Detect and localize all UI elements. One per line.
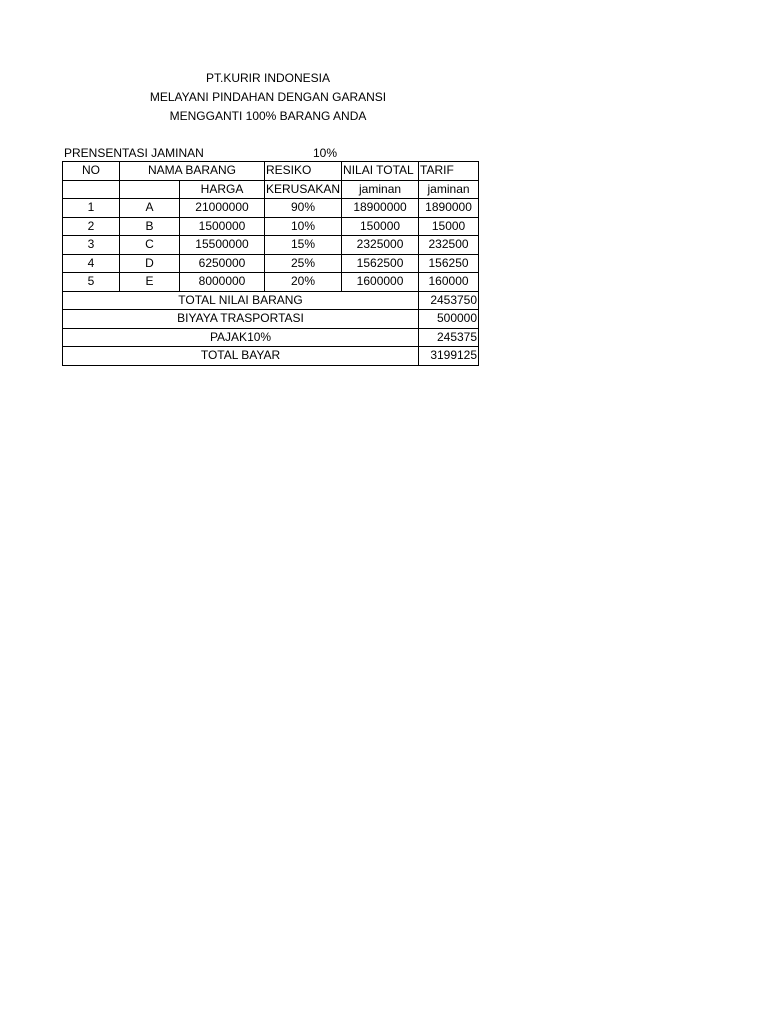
cell-no[interactable]: 5 <box>63 273 120 292</box>
summary-label-pajak[interactable]: PAJAK10% <box>63 328 419 347</box>
cell-nama[interactable]: C <box>120 236 180 255</box>
cell-nama[interactable]: B <box>120 217 180 236</box>
summary-value-pajak[interactable]: 245375 <box>419 328 479 347</box>
cell-tarif[interactable]: 15000 <box>419 217 479 236</box>
cell-nilai[interactable]: 18900000 <box>342 199 419 218</box>
cell-no[interactable]: 2 <box>63 217 120 236</box>
cell-tarif[interactable]: 232500 <box>419 236 479 255</box>
cell-harga[interactable]: 15500000 <box>180 236 265 255</box>
cell-nama[interactable]: A <box>120 199 180 218</box>
summary-row-transportasi <box>63 310 479 329</box>
cell-resiko[interactable]: 20% <box>265 273 342 292</box>
header-nama-blank[interactable] <box>120 180 180 199</box>
cell-no[interactable]: 1 <box>63 199 120 218</box>
cell-nilai[interactable]: 1562500 <box>342 254 419 273</box>
header-kerusakan[interactable]: KERUSAKAN <box>265 180 342 199</box>
cell-resiko[interactable]: 15% <box>265 236 342 255</box>
cell-nama[interactable]: D <box>120 254 180 273</box>
header-no[interactable]: NO <box>63 162 120 181</box>
cell-tarif[interactable]: 1890000 <box>419 199 479 218</box>
header-resiko[interactable]: RESIKO <box>265 162 342 181</box>
summary-row-pajak <box>63 328 479 347</box>
table-header-row-2 <box>63 180 479 199</box>
header-no-blank[interactable] <box>63 180 120 199</box>
header-harga[interactable]: HARGA <box>180 180 265 199</box>
cell-harga[interactable]: 8000000 <box>180 273 265 292</box>
summary-label-total-nilai[interactable]: TOTAL NILAI BARANG <box>63 291 419 310</box>
table-row <box>63 236 479 255</box>
cell-resiko[interactable]: 90% <box>265 199 342 218</box>
cell-nilai[interactable]: 2325000 <box>342 236 419 255</box>
table-row <box>63 273 479 292</box>
table-row <box>63 217 479 236</box>
company-title: PT.KURIR INDONESIA <box>205 71 331 85</box>
cell-nilai[interactable]: 150000 <box>342 217 419 236</box>
table-row <box>63 199 479 218</box>
table-row <box>63 254 479 273</box>
summary-value-total-nilai[interactable]: 2453750 <box>419 291 479 310</box>
header-nilai-jaminan[interactable]: jaminan <box>342 180 419 199</box>
header-tarif[interactable]: TARIF <box>419 162 479 181</box>
summary-value-total-bayar[interactable]: 3199125 <box>419 347 479 366</box>
header-nama-barang[interactable]: NAMA BARANG <box>120 162 265 181</box>
header-tarif-jaminan[interactable]: jaminan <box>419 180 479 199</box>
cell-tarif[interactable]: 160000 <box>419 273 479 292</box>
header-nilai-total[interactable]: NILAI TOTAL <box>342 162 419 181</box>
cell-resiko[interactable]: 25% <box>265 254 342 273</box>
summary-value-transportasi[interactable]: 500000 <box>419 310 479 329</box>
cell-no[interactable]: 4 <box>63 254 120 273</box>
company-slogan: MENGGANTI 100% BARANG ANDA <box>169 109 367 123</box>
summary-label-total-bayar[interactable]: TOTAL BAYAR <box>63 347 419 366</box>
cell-nama[interactable]: E <box>120 273 180 292</box>
table-header-row-1 <box>63 162 479 181</box>
summary-row-total-bayar <box>63 347 479 366</box>
company-tagline: MELAYANI PINDAHAN DENGAN GARANSI <box>149 90 387 104</box>
cell-no[interactable]: 3 <box>63 236 120 255</box>
cell-resiko[interactable]: 10% <box>265 217 342 236</box>
summary-label-transportasi[interactable]: BIYAYA TRASPORTASI <box>63 310 419 329</box>
cell-nilai[interactable]: 1600000 <box>342 273 419 292</box>
guarantee-table <box>62 161 479 366</box>
cell-harga[interactable]: 1500000 <box>180 217 265 236</box>
cell-harga[interactable]: 6250000 <box>180 254 265 273</box>
jaminan-percentage-value[interactable]: 10% <box>313 146 338 160</box>
jaminan-percentage-label: PRENSENTASI JAMINAN <box>64 146 204 160</box>
summary-row-total-nilai <box>63 291 479 310</box>
cell-tarif[interactable]: 156250 <box>419 254 479 273</box>
cell-harga[interactable]: 21000000 <box>180 199 265 218</box>
